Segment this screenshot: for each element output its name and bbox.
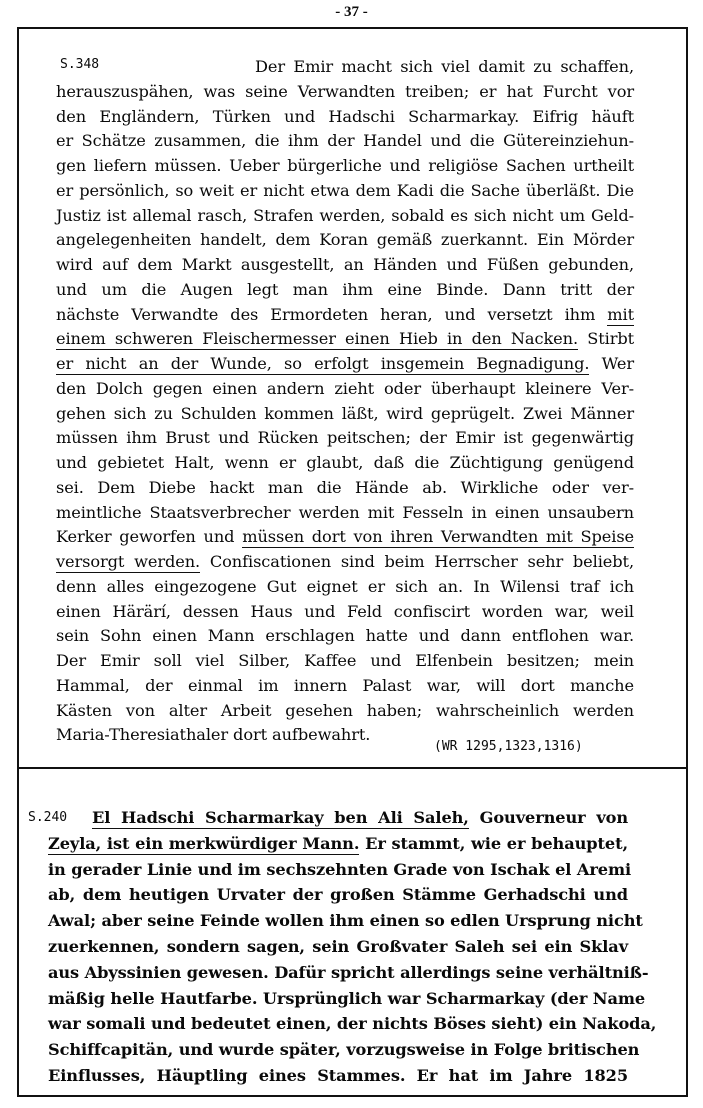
text-line: Einflusses, Häuptling eines Stammes. Er hat im Jahre 1825 xyxy=(48,1066,628,1085)
text-line: müssen ihm Brust und Rücken peitschen; der Emir ist gegenwärtig xyxy=(56,428,634,448)
text-line: Kästen von alter Arbeit gesehen haben; wahrscheinlich werden xyxy=(56,700,634,720)
section-b-tag: S.240 xyxy=(28,810,68,825)
text-segment: Confiscationen sind beim Herrscher sehr beliebt, xyxy=(200,552,634,571)
text-line xyxy=(56,527,634,546)
underlined-phrase: er nicht an der Wunde, so erfolgt insgemein Begnadigung. xyxy=(56,354,590,373)
text-line: wird auf dem Markt ausgestellt, an Händen und Füßen gebunden, xyxy=(56,255,634,274)
text-line xyxy=(56,305,634,324)
source-reference: (WR 1295,1323,1316) xyxy=(434,739,583,754)
text-segment: Kerker geworfen und xyxy=(56,527,243,547)
text-line: herauszuspähen, was seine Verwandten treiben; er hat Furcht vor xyxy=(56,81,634,101)
text-segment: Wer xyxy=(589,354,634,373)
text-line: in gerader Linie und im sechszehnten Grade von Ischak el Aremi xyxy=(48,859,632,879)
text-line: Hammal, der einmal im innern Palast war, will dort manche xyxy=(56,675,634,695)
text-line: war somali und bedeutet einen, der nichts Böses sieht) ein Nakoda, xyxy=(48,1014,657,1034)
underlined-phrase: El Hadschi Scharmarkay ben Ali Saleh, xyxy=(92,808,469,827)
text-line: mäßig helle Hautfarbe. Ursprünglich war Scharmarkay (der Name xyxy=(48,988,646,1008)
text-line: gehen sich zu Schulden kommen läßt, wird geprügelt. Zwei Männer xyxy=(56,403,634,423)
text-line: gen liefern müssen. Ueber bürgerliche und religiöse Sachen urtheilt xyxy=(56,156,634,175)
text-line xyxy=(56,552,634,571)
text-line: Schiffcapitän, und wurde später, vorzugsweise in Folge britischen xyxy=(48,1040,640,1060)
text-line: sei. Dem Diebe hackt man die Hände ab. Wirkliche oder ver- xyxy=(56,477,634,497)
text-line: und gebietet Halt, wenn er glaubt, daß die Züchtigung genügend xyxy=(56,453,634,472)
text-line: Maria-Theresiathaler dort aufbewahrt. xyxy=(56,725,371,745)
text-line: er Schätze zusammen, die ihm der Handel und die Gütereinziehun- xyxy=(56,131,634,151)
underlined-phrase: müssen dort von ihren Verwandten mit Speise xyxy=(242,527,635,547)
text-line xyxy=(48,834,628,853)
underlined-phrase: einem schweren Fleischermesser einen Hieb in den Nacken. xyxy=(56,329,579,349)
text-line xyxy=(56,329,634,348)
text-line: Der Emir macht sich viel damit zu schaffen, xyxy=(255,57,634,76)
text-line xyxy=(56,354,634,373)
text-line: Justiz ist allemal rasch, Strafen werden, sobald es sich nicht um Geld- xyxy=(56,205,634,225)
page-number: - 37 - xyxy=(335,4,368,20)
underlined-phrase: versorgt werden. xyxy=(56,552,201,571)
text-line: meintliche Staatsverbrecher werden mit Fesseln in einen unsaubern xyxy=(56,502,634,522)
text-line: den Engländern, Türken und Hadschi Scharmarkay. Eifrig häuft xyxy=(56,106,634,126)
text-line: aus Abyssinien gewesen. Dafür spricht allerdings seine verhältniß- xyxy=(48,962,649,982)
text-line: er persönlich, so weit er nicht etwa dem Kadi die Sache überläßt. Die xyxy=(56,180,634,200)
section-a-tag: S.348 xyxy=(60,57,100,72)
text-segment: Er stammt, wie er behauptet, xyxy=(359,833,628,853)
text-line: denn alles eingezogene Gut eignet er sich an. In Wilensi traf ich xyxy=(56,576,634,596)
text-line: Der Emir soll viel Silber, Kaffee und Elfenbein besitzen; mein xyxy=(56,651,634,670)
text-line: Awal; aber seine Feinde wollen ihm einen so edlen Ursprung nicht xyxy=(48,911,643,931)
text-line: und um die Augen legt man ihm eine Binde. Dann tritt der xyxy=(56,279,634,299)
text-line: den Dolch gegen einen andern zieht oder überhaupt kleinere Ver- xyxy=(56,378,634,398)
text-segment: Stirbt xyxy=(578,329,634,349)
text-line: einen Härärí, dessen Haus und Feld confiscirt worden war, weil xyxy=(56,601,634,621)
text-segment: Gouverneur von xyxy=(468,808,629,827)
section-divider xyxy=(17,767,688,769)
underlined-phrase: Zeyla, ist ein merkwürdiger Mann. xyxy=(48,833,360,853)
underlined-phrase: mit xyxy=(607,304,634,324)
text-line: ab, dem heutigen Urvater der großen Stämme Gerhadschi und xyxy=(48,885,628,905)
text-segment: nächste Verwandte des Ermordeten heran, und versetzt ihm xyxy=(56,304,608,324)
text-line: angelegenheiten handelt, dem Koran gemäß zuerkannt. Ein Mörder xyxy=(56,230,634,250)
text-line: sein Sohn einen Mann erschlagen hatte und dann entflohen war. xyxy=(56,626,634,646)
text-line xyxy=(92,808,628,827)
text-line: zuerkennen, sondern sagen, sein Großvater Saleh sei ein Sklav xyxy=(48,937,628,956)
